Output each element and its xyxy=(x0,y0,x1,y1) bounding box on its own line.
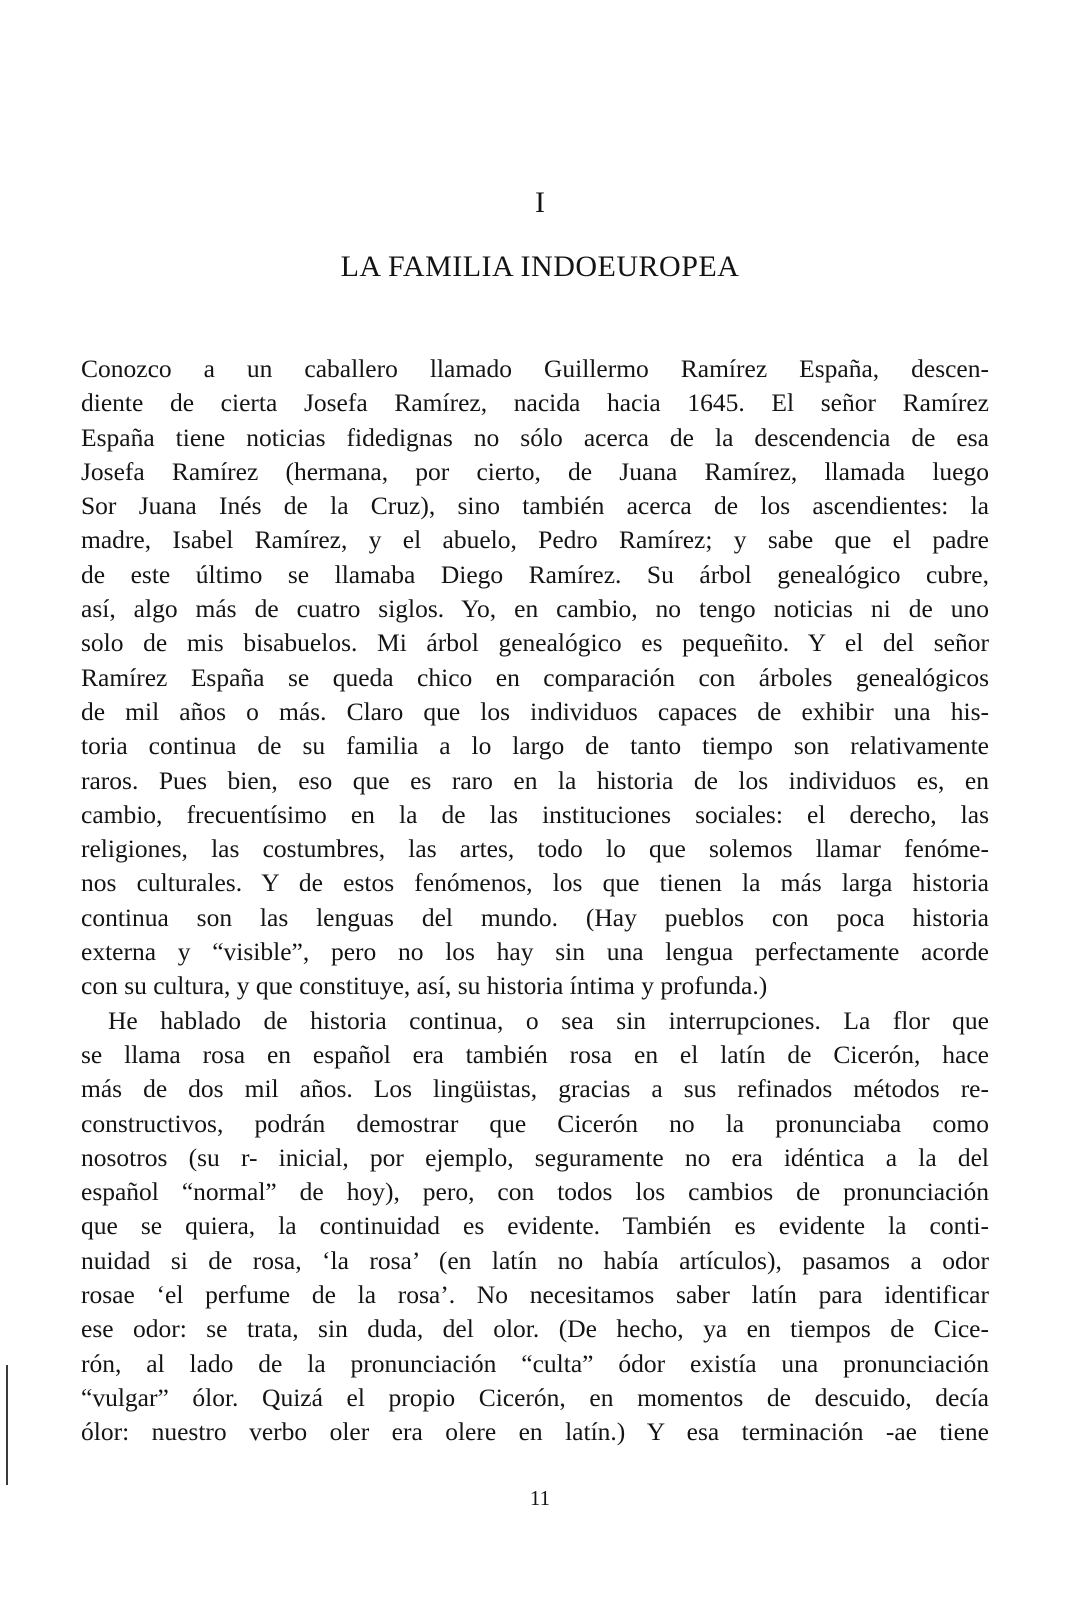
text-line: se llama rosa en español era también rosa en el latín de Cicerón, hace xyxy=(81,1039,989,1069)
text-line: nos culturales. Y de estos fenómenos, los que tienen la más larga historia xyxy=(81,868,989,898)
chapter-title: LA FAMILIA INDOEUROPEA xyxy=(340,250,740,283)
text-line: “vulgar” ólor. Quizá el propio Cicerón, en momentos de descuido, decía xyxy=(81,1382,989,1412)
text-line: He hablado de historia continua, o sea sin interrupciones. La flor que xyxy=(108,1005,989,1035)
text-line: toria continua de su familia a lo largo de tanto tiempo son relativamente xyxy=(81,731,989,761)
text-line: madre, Isabel Ramírez, y el abuelo, Pedro Ramírez; y sabe que el padre xyxy=(81,525,989,555)
text-line: así, algo más de cuatro siglos. Yo, en cambio, no tengo noticias ni de uno xyxy=(81,594,989,624)
text-line: ese odor: se trata, sin duda, del olor. (De hecho, ya en tiempos de Cice- xyxy=(81,1314,989,1344)
margin-scan-line xyxy=(6,1365,8,1485)
text-line: constructivos, podrán demostrar que Cicerón no la pronunciaba como xyxy=(81,1108,989,1138)
text-line: rón, al lado de la pronunciación “culta” ódor existía una pronunciación xyxy=(81,1348,989,1378)
text-line: religiones, las costumbres, las artes, todo lo que solemos llamar fenóme- xyxy=(81,834,989,864)
text-line: solo de mis bisabuelos. Mi árbol genealógico es pequeñito. Y el del señor xyxy=(81,628,989,658)
text-line: nosotros (su r- inicial, por ejemplo, seguramente no era idéntica a la del xyxy=(81,1142,989,1172)
text-line: continua son las lenguas del mundo. (Hay pueblos con poca historia xyxy=(81,902,989,932)
text-line: que se quiera, la continuidad es evidente. También es evidente la conti- xyxy=(81,1211,989,1241)
text-line: más de dos mil años. Los lingüistas, gracias a sus refinados métodos re- xyxy=(81,1074,989,1104)
text-line: de este último se llamaba Diego Ramírez. Su árbol genealógico cubre, xyxy=(81,559,989,589)
chapter-number: I xyxy=(535,186,545,219)
text-line: Josefa Ramírez (hermana, por cierto, de Juana Ramírez, llamada luego xyxy=(81,456,989,486)
text-line: ólor: nuestro verbo oler era olere en latín.) Y esa terminación -ae tiene xyxy=(81,1417,989,1447)
text-line: Sor Juana Inés de la Cruz), sino también acerca de los ascendientes: la xyxy=(81,491,989,521)
text-line: rosae ‘el perfume de la rosa’. No necesitamos saber latín para identificar xyxy=(81,1280,989,1310)
text-line: Ramírez España se queda chico en comparación con árboles genealógicos xyxy=(81,662,989,692)
text-line: diente de cierta Josefa Ramírez, nacida hacia 1645. El señor Ramírez xyxy=(81,388,989,418)
text-line: Conozco a un caballero llamado Guillermo Ramírez España, descen- xyxy=(81,354,989,383)
page-number: 11 xyxy=(529,1486,551,1510)
text-line: con su cultura, y que constituye, así, su historia íntima y profunda.) xyxy=(81,971,768,1001)
text-line: español “normal” de hoy), pero, con todos los cambios de pronunciación xyxy=(81,1177,989,1207)
text-line: cambio, frecuentísimo en la de las instituciones sociales: el derecho, las xyxy=(81,799,989,829)
body-text xyxy=(81,352,989,1450)
text-line: nuidad si de rosa, ‘la rosa’ (en latín no había artículos), pasamos a odor xyxy=(81,1245,989,1275)
text-line: España tiene noticias fidedignas no sólo acerca de la descendencia de esa xyxy=(81,422,989,452)
text-line: de mil años o más. Claro que los individuos capaces de exhibir una his- xyxy=(81,696,989,726)
text-line: raros. Pues bien, eso que es raro en la historia de los individuos es, en xyxy=(81,765,989,795)
text-line: externa y “visible”, pero no los hay sin una lengua perfectamente acorde xyxy=(81,937,989,967)
